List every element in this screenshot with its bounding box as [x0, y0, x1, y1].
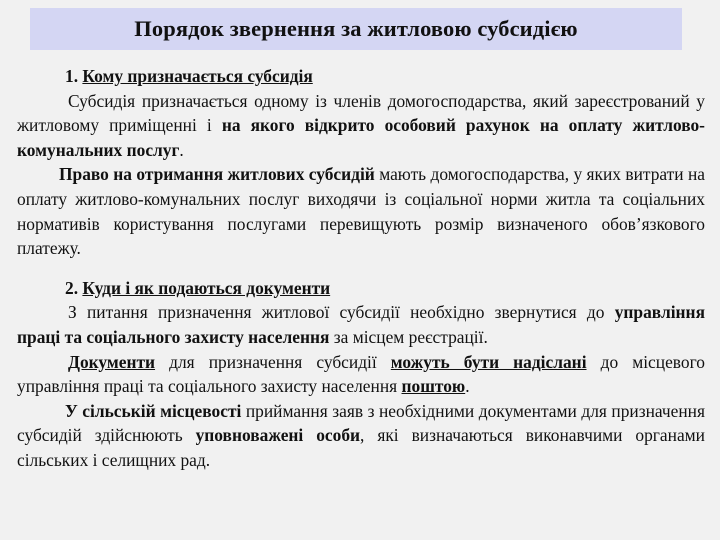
s2-p3-authorized: уповноважені особи: [195, 425, 361, 446]
section-2-heading: [17, 276, 705, 301]
s2-p3-end: , які визначаються виконавчими органами сільських і селищних рад.: [17, 425, 705, 470]
section-2-paragraph-1: [17, 300, 705, 349]
s2-p2-by-mail: поштою: [401, 376, 466, 397]
section-1-number: 1.: [65, 66, 83, 86]
section-1-heading: [17, 64, 705, 89]
s2-p2-text: для призначення субсидії: [155, 351, 391, 372]
section-2-number: 2.: [65, 277, 83, 298]
s1-p1-end: .: [179, 139, 184, 160]
slide-body: [17, 64, 705, 473]
s2-p2-can-be-sent: можуть бути надіслані: [390, 351, 587, 372]
s1-p2-text: мають домогосподарства, у яких витрати на оплату житлово-комунальних послуг виходячи із соціальної норми житла та соціальних нормативів користування послугами перевищують розмір визначеного обов’язкового платежу.: [17, 164, 705, 259]
section-gap: [17, 261, 705, 276]
s2-p1-text: З питання призначення житлової субсидії необхідно звернутися до: [68, 302, 615, 323]
section-2-paragraph-2: [17, 350, 705, 399]
s2-p3-text: приймання заяв з необхідними документами для призначення субсидій здійснюють: [17, 400, 705, 446]
s1-p1-emphasis: на якого відкрито особовий рахунок на оплату житлово-комунальних послуг: [17, 115, 705, 160]
s2-p2-documents: Документи: [68, 351, 156, 372]
title-banner: [30, 8, 682, 50]
section-1-title: Кому призначається субсидія: [82, 66, 313, 86]
s2-p2-end: .: [465, 376, 470, 397]
s2-p2-text-2: до місцевого управління праці та соціального захисту населення: [17, 351, 705, 397]
section-1-paragraph-2: [17, 162, 705, 260]
s1-p1-text: Субсидія призначається одному із членів домогосподарства, який зареєстрований у житловому приміщенні і: [17, 90, 705, 136]
section-1-paragraph-1: [17, 89, 705, 163]
section-2-title: Куди і як подаються документи: [82, 277, 331, 298]
s2-p1-emphasis: управління праці та соціального захисту населення: [17, 302, 705, 347]
s2-p1-end: за місцем реєстрації.: [329, 326, 488, 347]
section-2-paragraph-3: [17, 399, 705, 473]
s2-p3-emphasis: У сільській місцевості: [65, 400, 242, 421]
s1-p2-emphasis: Право на отримання житлових субсидій: [59, 164, 375, 185]
page-title: Порядок звернення за житловою субсидією: [134, 16, 578, 41]
